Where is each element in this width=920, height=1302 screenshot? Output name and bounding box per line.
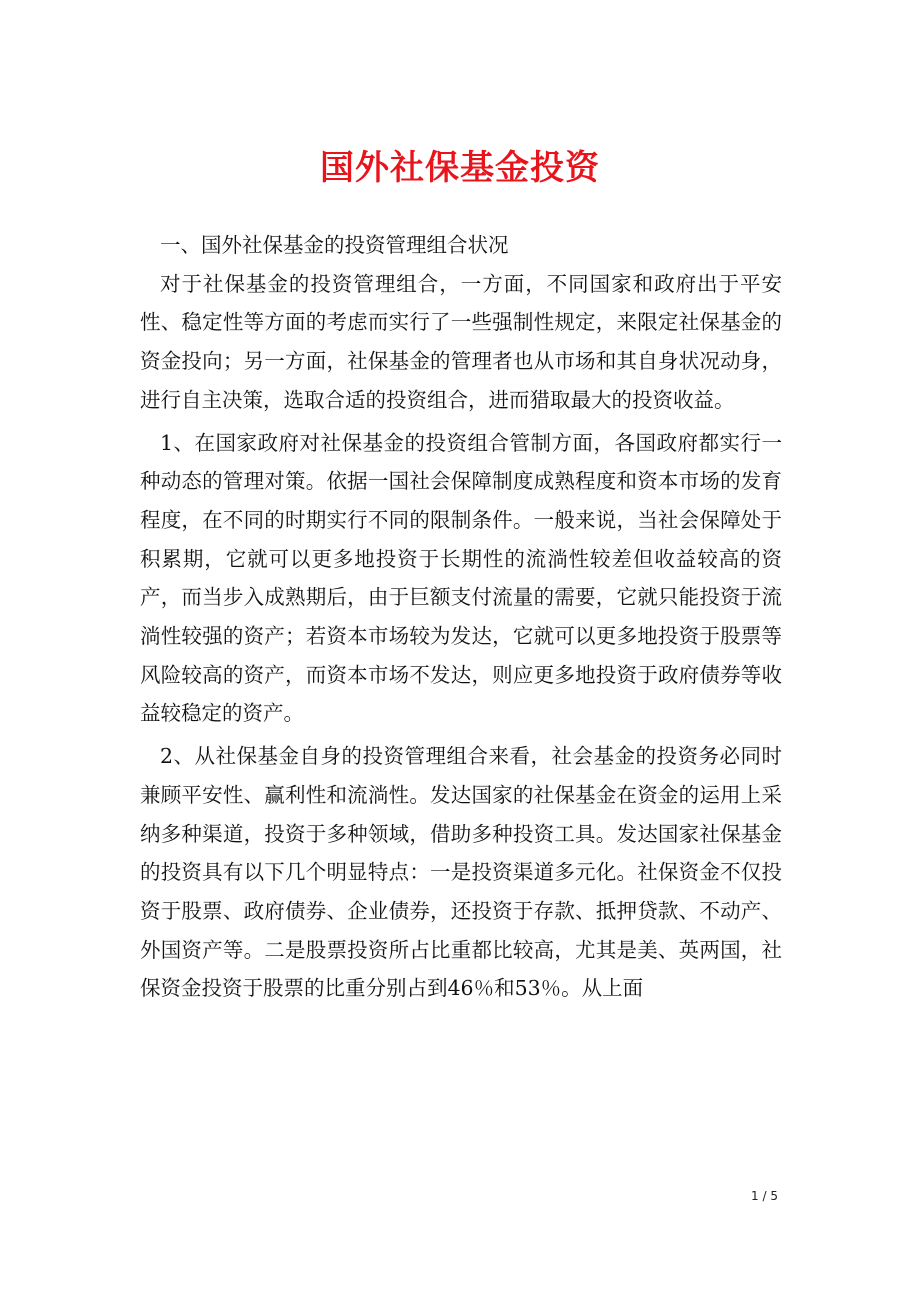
document-body xyxy=(140,226,782,1008)
page-number: 1 / 5 xyxy=(751,1189,778,1203)
paragraph-point-2: 2、从社保基金自身的投资管理组合来看，社会基金的投资务必同时兼顾平安性、赢利性和流淌性。发达国家的社保基金在资金的运用上采纳多种渠道，投资于多种领域，借助多种投资工具。发达国家社保基金的投资具有以下几个明显特点：一是投资渠道多元化。社保资金不仅投资于股票、政府债券、企业债券，还投资于存款、抵押贷款、不动产、外国资产等。二是股票投资所占比重都比较高，尤其是美、英两国，社保资金投资于股票的比重分别占到46％和53％。从上面 xyxy=(140,744,782,1001)
document-title: 国外社保基金投资 xyxy=(320,148,600,188)
paragraph-intro: 对于社保基金的投资管理组合，一方面，不同国家和政府出于平安性、稳定性等方面的考虑而实行了一些强制性规定，来限定社保基金的资金投向；另一方面，社保基金的管理者也从市场和其自身状况动身，进行自主决策，选取合适的投资组合，进而猎取最大的投资收益。 xyxy=(140,271,782,412)
paragraph-point-1: 1、在国家政府对社保基金的投资组合管制方面，各国政府都实行一种动态的管理对策。依据一国社会保障制度成熟程度和资本市场的发育程度，在不同的时期实行不同的限制条件。一般来说，当社会保障处于积累期，它就可以更多地投资于长期性的流淌性较差但收益较高的资产，而当步入成熟期后，由于巨额支付流量的需要，它就只能投资于流淌性较强的资产；若资本市场较为发达，它就可以更多地投资于股票等风险较高的资产，而资本市场不发达，则应更多地投资于政府债券等收益较稳定的资产。 xyxy=(140,430,782,726)
section-heading: 一、国外社保基金的投资管理组合状况 xyxy=(160,233,509,257)
